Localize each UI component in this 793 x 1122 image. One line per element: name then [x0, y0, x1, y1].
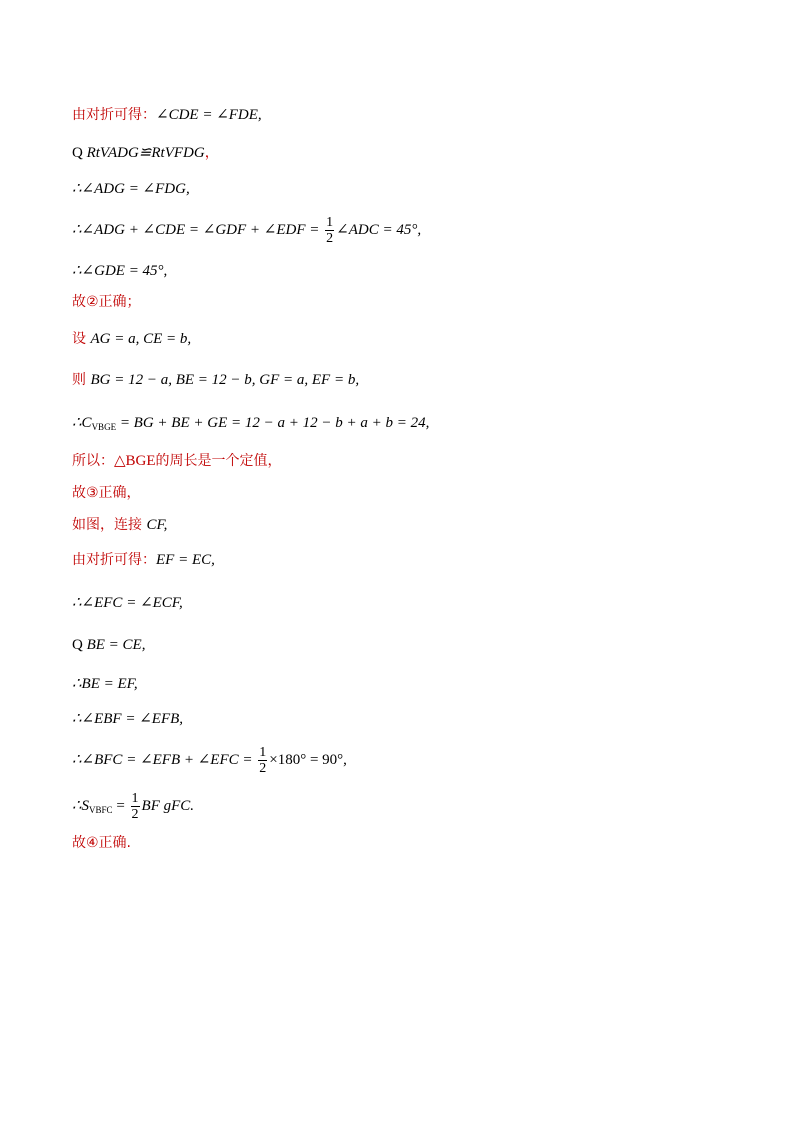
line-conclusion-4 [72, 834, 131, 852]
eq-area-equals: = [112, 797, 129, 814]
line-let [72, 330, 191, 348]
line-fold-ef-ec [72, 551, 215, 569]
triangle-bge: △BGE [114, 453, 156, 469]
conclusion-3: 故③正确， [72, 485, 141, 501]
line-fold-angles [72, 106, 262, 124]
conclusion-2: 故②正确； [72, 294, 141, 310]
eq-perimeter-value: = BG + BE + GE = 12 − a + 12 − b + a + b = 24, [116, 415, 430, 431]
conclusion-4: 故④正确. [72, 835, 132, 851]
subscript-bfc: VBFC [89, 804, 113, 815]
line-conclusion-2 [72, 293, 141, 311]
fraction-half-2: $\frac{1}{2}$ [259, 745, 267, 776]
line-ebf-efb [72, 710, 183, 728]
eq-be-ce: BE = CE, [86, 637, 146, 653]
eq-ef-ec: EF = EC, [156, 552, 215, 568]
subscript-bge: VBGE [91, 422, 117, 432]
line-area [72, 791, 194, 822]
line-be-ce [72, 636, 145, 654]
fraction-half-3: $\frac{1}{2}$ [131, 791, 139, 822]
line-conclusion-3 [72, 484, 141, 502]
line-gde [72, 262, 167, 280]
line-so [72, 452, 282, 470]
label-let: 设 [72, 331, 91, 347]
eq-area-s: ∴S [72, 797, 90, 814]
eq-area-product: BF gFC. [141, 797, 195, 814]
line-angle-sum [72, 215, 421, 246]
eq-efc-ecf: ∴∠EFC = ∠ECF, [72, 595, 183, 611]
line-efc-ecf [72, 594, 183, 612]
eq-segments: BG = 12 − a, BE = 12 − b, GF = a, EF = b, [90, 372, 360, 388]
line-adg-fdg [72, 180, 190, 198]
label-connect: 如图，连接 [72, 517, 147, 533]
fraction-half: $\frac{1}{2}$ [326, 215, 334, 246]
eq-angle-sum-right: ∠ADC = 45°, [336, 221, 422, 238]
eq-bfc-left: ∴∠BFC = ∠EFB + ∠EFC = [72, 751, 257, 768]
label-perimeter-constant: 的周长是一个定值， [155, 453, 282, 469]
eq-congruent-triangles: RtVADG≌RtVFDG [86, 145, 205, 161]
label-then: 则 [72, 372, 91, 388]
line-be-ef [72, 675, 138, 693]
label-from-fold-2: 由对折可得： [72, 552, 156, 568]
eq-angle-sum-left: ∴∠ADG + ∠CDE = ∠GDF + ∠EDF = [72, 221, 324, 238]
eq-bfc-right: ×180° = 90°, [269, 751, 347, 768]
eq-gde-45: ∴∠GDE = 45°, [72, 263, 168, 279]
line-connect [72, 516, 167, 534]
line-congruent [72, 144, 219, 162]
line-then [72, 371, 359, 389]
segment-cf: CF, [146, 517, 168, 533]
eq-adg-fdg: ∴∠ADG = ∠FDG, [72, 181, 190, 197]
label-so: 所以： [72, 453, 114, 469]
eq-be-ef: ∴BE = EF, [72, 676, 138, 692]
label-from-fold: 由对折可得： [72, 107, 156, 123]
because-symbol: Q [72, 145, 87, 161]
comma-red: ， [204, 145, 219, 161]
line-perimeter [72, 414, 429, 436]
line-bfc [72, 745, 347, 776]
eq-cde-fde: ∠CDE = ∠FDE, [156, 107, 262, 123]
eq-perimeter-c: ∴C [72, 415, 92, 431]
because-symbol-2: Q [72, 637, 87, 653]
eq-let-ag-ce: AG = a, CE = b, [90, 331, 192, 347]
eq-ebf-efb: ∴∠EBF = ∠EFB, [72, 711, 184, 727]
